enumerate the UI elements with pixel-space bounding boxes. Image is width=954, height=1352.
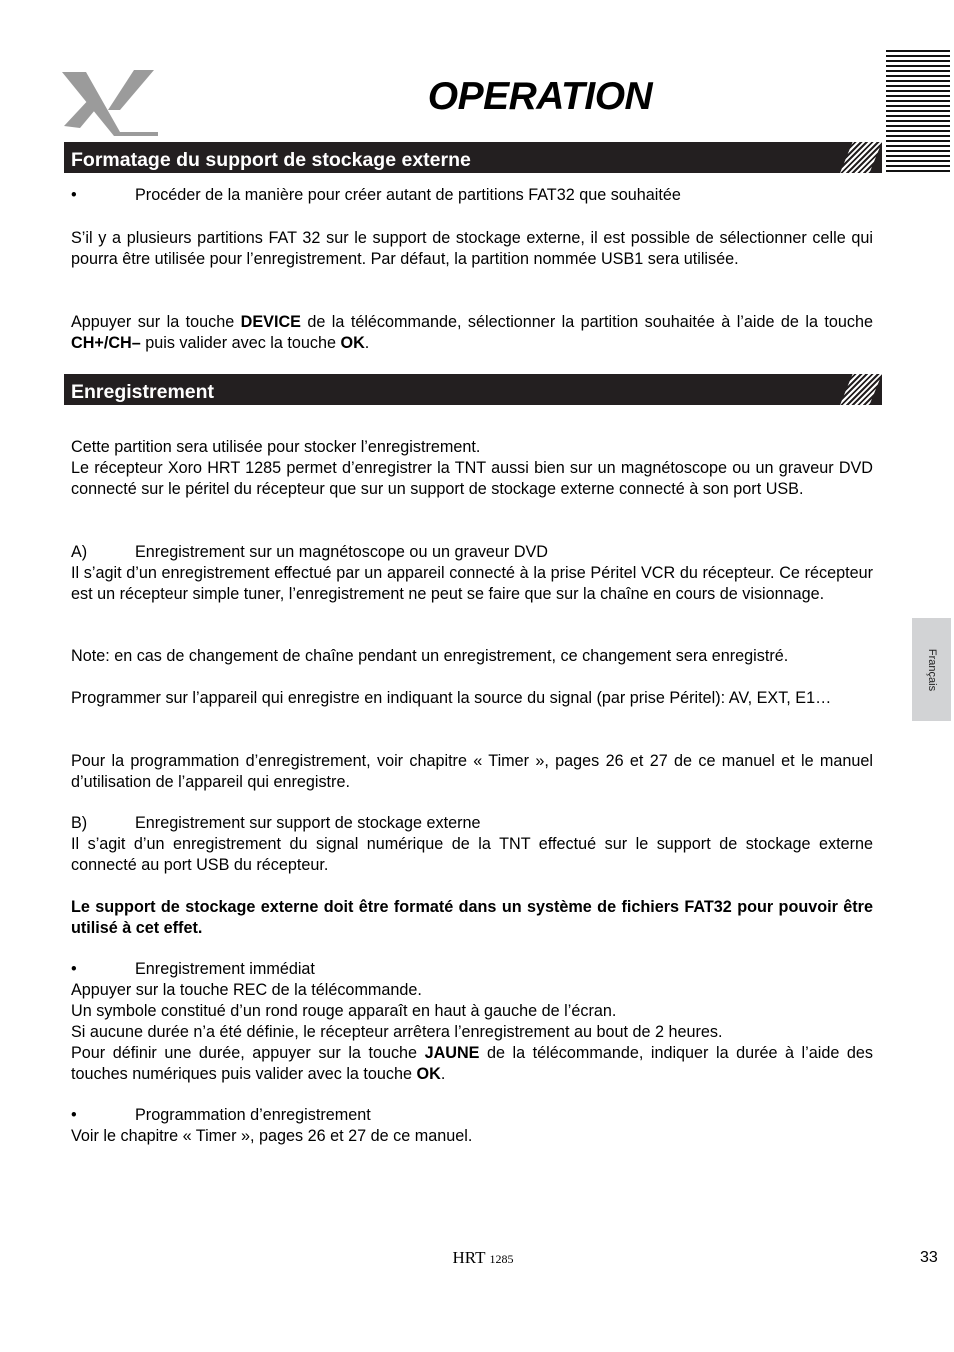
immediate-line-3: Si aucune durée n’a été définie, le récepteur arrêtera l’enregistrement au bout de 2 heures. (71, 1023, 723, 1041)
subsection-a-label: A) (71, 543, 88, 561)
subsection-b-text: Il s’agit d’un enregistrement du signal numérique de la TNT effectué sur le support de stockage externe connecté au port USB du récepteur. (71, 835, 873, 874)
bullet-text: Procéder de la manière pour créer autant de partitions FAT32 que souhaitée (135, 186, 681, 204)
language-tab-label: Français (925, 648, 938, 691)
immediate-line-1: Appuyer sur la touche REC de la télécommande. (71, 981, 422, 999)
hatch-decoration (840, 142, 882, 173)
subsection-a-title: A) Enregistrement sur un magnétoscope ou un graveur DVD (71, 543, 549, 561)
page-number: 33 (920, 1249, 938, 1266)
section-heading-text: Enregistrement (71, 381, 215, 403)
subsection-a-text: Il s’agit d’un enregistrement effectué par un appareil connecté à la prise Péritel VCR du récepteur. Ce récepteur est un récepteur simple tuner, l’enregistrement ne peut se faire que sur la chaîne en cours de visionnage. (71, 564, 873, 603)
page-title: OPERATION (427, 75, 653, 118)
hatch-decoration (840, 374, 882, 405)
paragraph-program: Programmer sur l’appareil qui enregistre en indiquant la source du signal (par prise Péritel): AV, EXT, E1… (71, 689, 832, 707)
bullet-item (71, 185, 873, 206)
warning-text: Le support de stockage externe doit être formaté dans un système de fichiers FAT32 pour pouvoir être utilisé à cet effet. (71, 898, 873, 937)
key-ch: CH+/CH– (71, 334, 141, 352)
bullet-item-programmation: • Programmation d’enregistrement (71, 1106, 371, 1124)
paragraph-intro1: Cette partition sera utilisée pour stocker l’enregistrement. (71, 438, 481, 456)
subsection-b-title: B) Enregistrement sur support de stockage externe (71, 814, 481, 832)
immediate-line-2: Un symbole constitué d’un rond rouge apparaît en haut à gauche de l’écran. (71, 1002, 617, 1020)
section-heading-enregistrement (64, 374, 882, 405)
immediate-line-4: Pour définir une durée, appuyer sur la touche JAUNE de la télécommande, indiquer la durée à l’aide des touches numériques puis valider avec la touche OK. (71, 1044, 873, 1083)
note: Note: en cas de changement de chaîne pendant un enregistrement, ce changement sera enregistré. (71, 647, 789, 665)
paragraph-timer-ref: Pour la programmation d’enregistrement, voir chapitre « Timer », pages 26 et 27 de ce manuel et le manuel d’utilisation de l’appareil qui enregistre. (71, 752, 873, 791)
bullet-icon: • (71, 186, 77, 204)
section-heading-text: Formatage du support de stockage externe (71, 149, 471, 171)
language-tab (912, 618, 951, 721)
programmation-text: Voir le chapitre « Timer », pages 26 et 27 de ce manuel. (71, 1127, 473, 1145)
header-stripes (886, 50, 950, 178)
paragraph-intro2: Le récepteur Xoro HRT 1285 permet d’enregistrer la TNT aussi bien sur un magnétoscope ou un graveur DVD connecté sur le péritel du récepteur que sur un support de stockage externe connecté à son port USB. (71, 459, 873, 498)
subsection-b-label: B) (71, 814, 88, 832)
paragraph-device: Appuyer sur la touche DEVICE de la télécommande, sélectionner la partition souhaitée à l’aide de la touche CH+/CH– puis valider avec la touche OK. (71, 313, 873, 352)
bullet-icon: • (71, 960, 77, 978)
key-ok: OK (340, 334, 365, 352)
bullet-icon: • (71, 1106, 77, 1124)
key-jaune: JAUNE (424, 1044, 480, 1062)
paragraph: S’il y a plusieurs partitions FAT 32 sur le support de stockage externe, il est possible de sélectionner celle qui pourra être utilisée pour l’enregistrement. Par défaut, la partition nommée USB1 sera utilisée. (71, 229, 873, 268)
key-ok: OK (416, 1065, 441, 1083)
key-device: DEVICE (240, 313, 301, 331)
section-heading-formatage (64, 142, 882, 173)
bullet-item-immediate: • Enregistrement immédiat (71, 960, 315, 978)
footer-model: HRT 1285 (452, 1248, 514, 1267)
